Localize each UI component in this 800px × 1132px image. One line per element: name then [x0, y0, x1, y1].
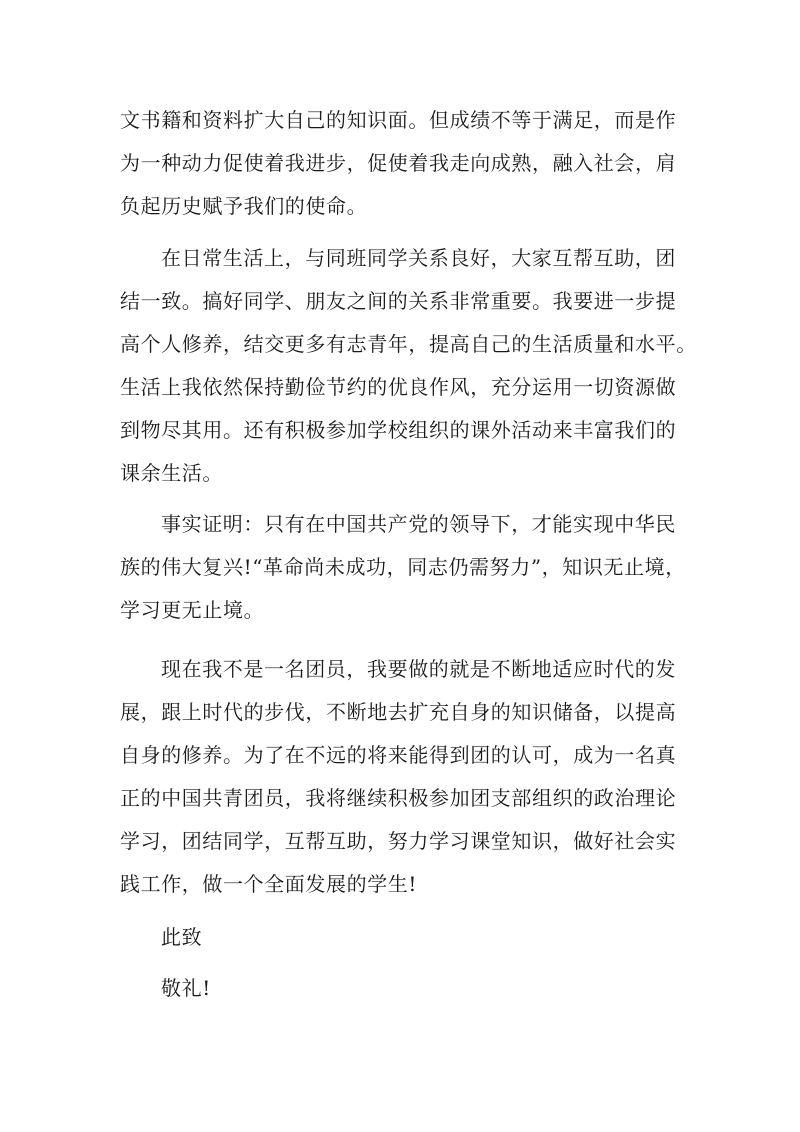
text-line: 为一种动力促使着我进步，促使着我走向成熟，融入社会，肩 — [120, 151, 677, 175]
text-line: 学习更无止境。 — [120, 598, 265, 622]
text-line: 在日常生活上，与同班同学关系良好，大家互帮互助，团 — [161, 246, 676, 270]
text-line: 自身的修养。为了在不远的将来能得到团的认可，成为一名真 — [120, 743, 677, 767]
closing-salutation: 此致 — [161, 925, 203, 949]
closing-regards: 敬礼! — [161, 976, 211, 1000]
text-line: 文书籍和资料扩大自己的知识面。但成绩不等于满足，而是作 — [120, 108, 677, 132]
text-line: 高个人修养，结交更多有志青年，提高自己的生活质量和水平。 — [120, 332, 697, 356]
text-line: 展，跟上时代的步伐，不断地去扩充自身的知识储备，以提高 — [120, 700, 677, 724]
text-line: 族的伟大复兴!“革命尚未成功，同志仍需努力”，知识无止境， — [120, 555, 686, 579]
text-line: 现在我不是一名团员，我要做的就是不断地适应时代的发 — [161, 657, 676, 681]
text-line: 到物尽其用。还有积极参加学校组织的课外活动来丰富我们的 — [120, 418, 677, 442]
text-line: 正的中国共青团员，我将继续积极参加团支部组织的政治理论 — [120, 786, 677, 810]
text-line: 生活上我依然保持勤俭节约的优良作风，充分运用一切资源做 — [120, 375, 677, 399]
text-line: 践工作，做一个全面发展的学生! — [120, 872, 418, 896]
text-line: 学习，团结同学，互帮互助，努力学习课堂知识，做好社会实 — [120, 829, 677, 853]
text-line: 结一致。搞好同学、朋友之间的关系非常重要。我要进一步提 — [120, 289, 677, 313]
text-line: 事实证明：只有在中国共产党的领导下，才能实现中华民 — [161, 512, 676, 536]
text-line: 负起历史赋予我们的使命。 — [120, 194, 368, 218]
text-line: 课余生活。 — [120, 461, 223, 485]
